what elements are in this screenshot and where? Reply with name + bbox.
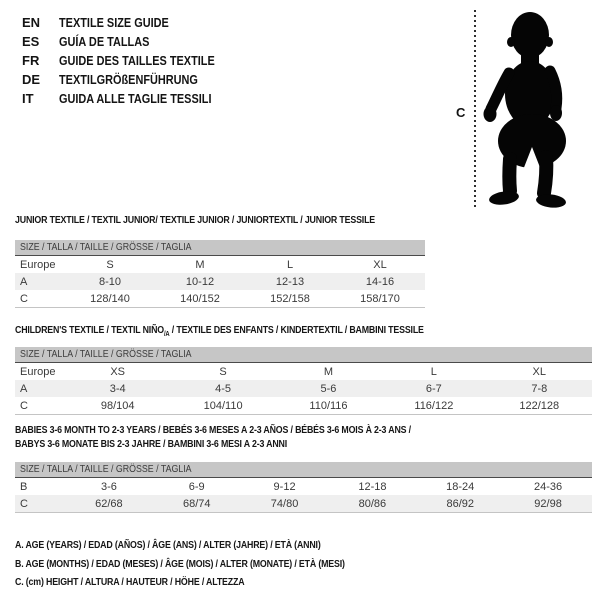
language-code: FR — [22, 53, 40, 68]
height-dotted-line — [474, 10, 476, 208]
size-cell: 4-5 — [215, 382, 232, 395]
size-cell: 68/74 — [182, 497, 211, 510]
table-row — [15, 380, 592, 397]
size-cell: 24-36 — [534, 480, 563, 493]
size-cell: 80/86 — [358, 497, 387, 510]
size-cell: 8-10 — [98, 275, 122, 288]
footnote-c: C. (cm) HEIGHT / ALTURA / HAUTEUR / HÖHE / ALTEZZA — [15, 576, 245, 588]
size-header-bar — [15, 240, 425, 256]
language-code: EN — [22, 15, 41, 30]
row-label-cell: C — [20, 497, 28, 510]
children-size-table — [15, 347, 592, 415]
size-cell: 14-16 — [365, 275, 395, 288]
size-cell: XL — [373, 258, 387, 271]
language-row — [22, 89, 244, 108]
row-label-cell: C — [20, 399, 28, 412]
size-cell: 3-6 — [100, 480, 117, 493]
table-row — [15, 495, 592, 512]
size-header-label: SIZE / TALLA / TAILLE / GRÖSSE / TAGLIA — [20, 241, 192, 253]
table-row — [15, 397, 592, 414]
section-title-junior: JUNIOR TEXTILE / TEXTIL JUNIOR/ TEXTILE JUNIOR / JUNIORTEXTIL / JUNIOR TESSILE — [15, 214, 376, 226]
baby-silhouette — [478, 9, 575, 209]
size-cell: 110/116 — [309, 399, 348, 412]
size-cell: L — [430, 365, 437, 378]
size-cell: S — [219, 365, 227, 378]
language-row — [22, 51, 244, 70]
size-cell: 5-6 — [320, 382, 337, 395]
table-row — [15, 363, 592, 380]
section-title-children — [15, 324, 424, 338]
size-cell: 116/122 — [414, 399, 454, 412]
section-title-children-sub: /A — [163, 331, 170, 339]
table-row — [15, 290, 425, 307]
size-header-label: SIZE / TALLA / TAILLE / GRÖSSE / TAGLIA — [20, 463, 192, 475]
footnote-b: B. AGE (MONTHS) / EDAD (MESES) / ÂGE (MOIS) / ALTER (MONATE) / ETÀ (MESI) — [15, 557, 345, 570]
size-cell: 86/92 — [446, 497, 474, 510]
size-cell: 12-18 — [358, 480, 387, 493]
size-header-bar — [15, 347, 592, 363]
size-header-bar — [15, 462, 592, 478]
section-title-babies — [15, 424, 411, 451]
size-cell: 3-4 — [109, 382, 126, 395]
language-code: IT — [22, 91, 34, 106]
size-cell: 140/152 — [180, 292, 220, 305]
size-cell: 7-8 — [531, 382, 548, 395]
section-title-children-prefix: CHILDREN'S TEXTILE / TEXTIL NIÑO — [15, 324, 164, 336]
footnote-list — [15, 536, 408, 592]
row-label-cell: Europe — [20, 258, 56, 271]
junior-size-table — [15, 240, 425, 308]
language-title: GUIDE DES TAILLES TEXTILE — [59, 53, 215, 68]
size-cell: 12-13 — [275, 275, 305, 288]
language-row — [22, 70, 244, 89]
size-cell: 18-24 — [446, 480, 475, 493]
language-code: ES — [22, 34, 40, 49]
table-row — [15, 273, 425, 290]
row-label-cell: B — [20, 480, 28, 493]
size-cell: M — [195, 258, 205, 271]
language-row — [22, 13, 244, 32]
height-label-c: C — [456, 105, 466, 120]
size-cell: 128/140 — [90, 292, 130, 305]
size-cell: 9-12 — [273, 480, 296, 493]
size-cell: 6-9 — [188, 480, 205, 493]
size-cell: XL — [532, 365, 547, 378]
size-cell: XS — [110, 365, 126, 378]
row-label-cell: A — [20, 382, 28, 395]
size-cell: M — [323, 365, 334, 378]
row-label-cell: C — [20, 292, 28, 305]
footnote-a: A. AGE (YEARS) / EDAD (AÑOS) / ÂGE (ANS) / ALTER (JAHRE) / ETÀ (ANNI) — [15, 539, 321, 551]
size-cell: 10-12 — [185, 275, 215, 288]
size-cell: 98/104 — [100, 399, 135, 412]
section-title-children-suffix: / TEXTILE DES ENFANTS / KINDERTEXTIL / BAMBINI TESSILE — [169, 324, 424, 336]
row-label-cell: Europe — [20, 365, 56, 378]
size-cell: S — [106, 258, 114, 271]
size-cell: 104/110 — [203, 399, 243, 412]
size-cell: 92/98 — [534, 497, 562, 510]
table-row — [15, 478, 592, 495]
row-label-cell: A — [20, 275, 28, 288]
language-title: GUIDA ALLE TAGLIE TESSILI — [59, 91, 212, 106]
size-cell: 74/80 — [270, 497, 299, 510]
size-cell: 62/68 — [95, 497, 123, 510]
size-cell: 152/158 — [270, 292, 310, 305]
language-code: DE — [22, 72, 41, 87]
size-header-label: SIZE / TALLA / TAILLE / GRÖSSE / TAGLIA — [20, 348, 192, 360]
language-row — [22, 32, 244, 51]
language-title: TEXTILGRÖßENFÜHRUNG — [59, 72, 198, 87]
language-title-list — [22, 13, 244, 108]
section-title-babies-line1: BABIES 3-6 MONTH TO 2-3 YEARS / BEBÉS 3-6 MESES A 2-3 AÑOS / BÉBÉS 3-6 MOIS À 2-3 ANS / — [15, 424, 411, 436]
size-cell: L — [286, 258, 294, 271]
size-cell: 158/170 — [360, 292, 400, 305]
language-title: GUÍA DE TALLAS — [59, 34, 150, 49]
section-title-babies-line2: BABYS 3-6 MONATE BIS 2-3 JAHRE / BAMBINI 3-6 MESI A 2-3 ANNI — [15, 437, 288, 450]
table-row — [15, 256, 425, 273]
size-cell: 122/128 — [519, 399, 560, 412]
babies-size-table — [15, 462, 592, 513]
language-title: TEXTILE SIZE GUIDE — [59, 15, 169, 30]
size-cell: 6-7 — [425, 382, 442, 395]
